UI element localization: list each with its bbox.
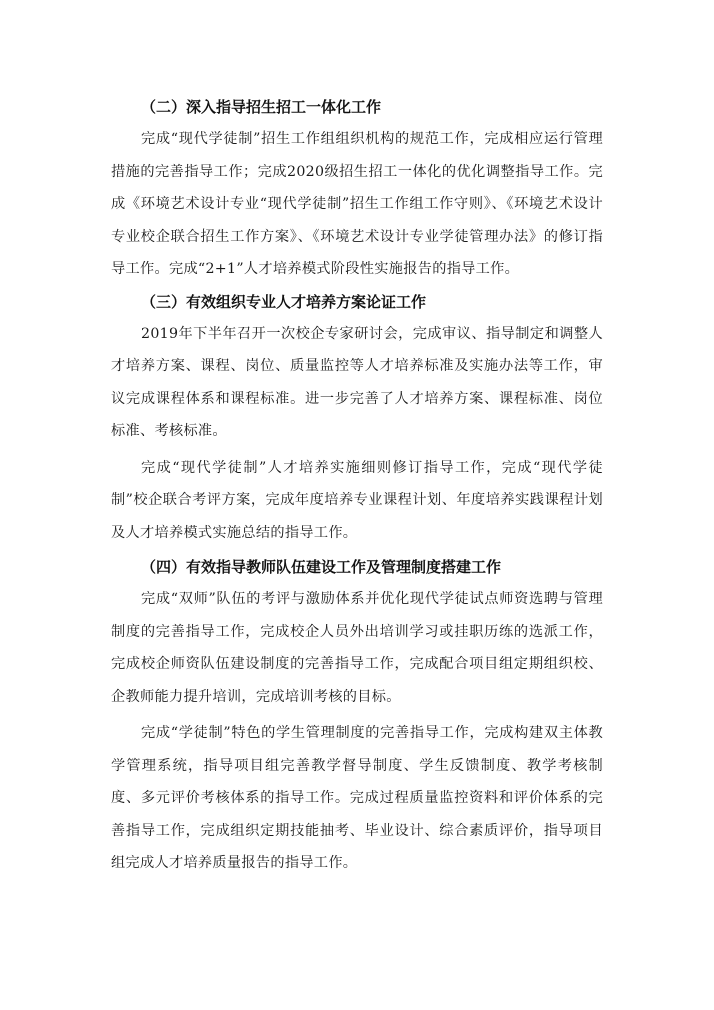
section-3-paragraph-1: 2019年下半年召开一次校企专家研讨会，完成审议、指导制定和调整人才培养方案、课程、岗位、质量监控等人才培养标准及实施办法等工作，审议完成课程体系和课程标准。进一步完善了人才培养方案、课程标准、岗位标准、考核标准。 (111, 325, 603, 439)
section-heading-4: （四）有效指导教师队伍建设工作及管理制度搭建工作 (141, 558, 502, 576)
document-body (111, 89, 603, 880)
section-heading-3: （三）有效组织专业人才培养方案论证工作 (141, 292, 427, 311)
section-3-paragraph-2: 完成“现代学徒制”人才培养实施细则修订指导工作，完成“现代学徒制”校企联合考评方案，完成年度培养专业课程计划、年度培养实践课程计划及人才培养模式实施总结的指导工作。 (111, 459, 603, 541)
section-4-paragraph-1: 完成“双师”队伍的考评与激励体系并优化现代学徒试点师资选聘与管理制度的完善指导工作，完成校企人员外出培训学习或挂职历练的选派工作，完成校企师资队伍建设制度的完善指导工作，完成配合项目组定期组织校、企教师能力提升培训，完成培训考核的目标。 (111, 591, 603, 705)
section-4-paragraph-2: 完成“学徒制”特色的学生管理制度的完善指导工作，完成构建双主体教学管理系统，指导项目组完善教学督导制度、学生反馈制度、教学考核制度、多元评价考核体系的指导工作。完成过程质量监控资料和评价体系的完善指导工作，完成组织定期技能抽考、毕业设计、综合素质评价，指导项目组完成人才培养质量报告的指导工作。 (111, 725, 603, 871)
section-2-paragraph-1: 完成“现代学徒制”招生工作组组织机构的规范工作，完成相应运行管理措施的完善指导工作；完成2020级招生招工一体化的优化调整指导工作。完成《环境艺术设计专业“现代学徒制”招生工作组工作守则》、《环境艺术设计专业校企联合招生工作方案》、《环境艺术设计专业学徒管理办法》的修订指导工作。完成“2+1”人才培养模式阶段性实施报告的指导工作。 (111, 131, 603, 277)
section-heading-2: （二）深入指导招生招工一体化工作 (141, 98, 382, 116)
